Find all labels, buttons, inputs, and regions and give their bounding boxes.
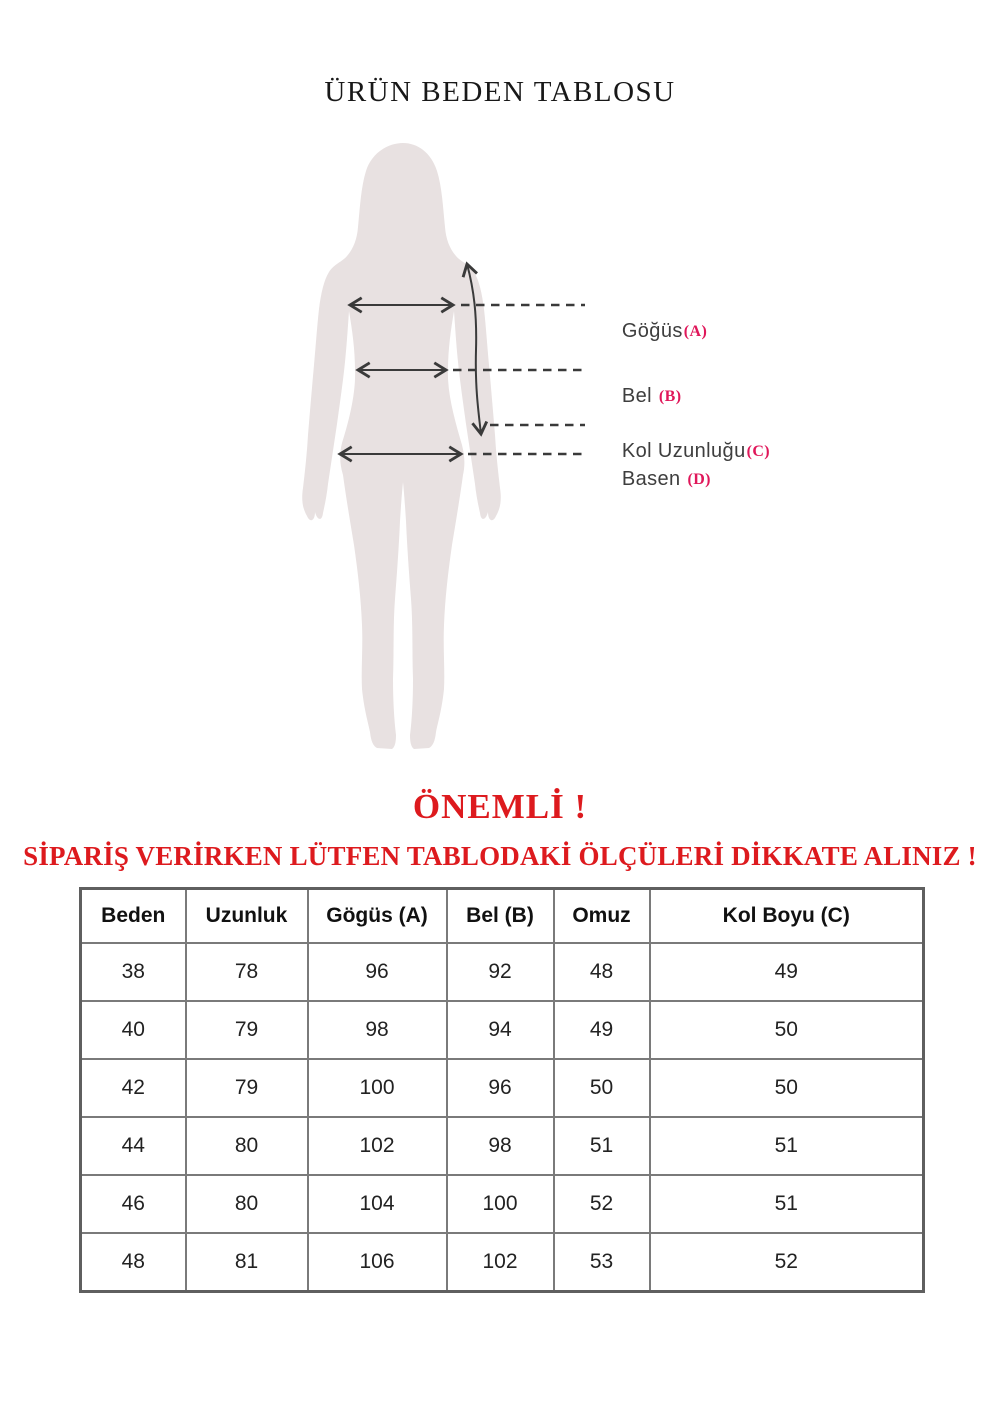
table-cell: 98 xyxy=(308,1001,447,1059)
size-table xyxy=(79,887,925,1293)
table-row xyxy=(81,1233,924,1292)
chest-label-text: Göğüs xyxy=(621,320,683,342)
table-cell: 52 xyxy=(554,1175,650,1233)
table-cell: 38 xyxy=(81,943,186,1001)
table-cell: 102 xyxy=(308,1117,447,1175)
table-row xyxy=(81,1117,924,1175)
table-cell: 80 xyxy=(186,1175,308,1233)
waist-label-text: Bel xyxy=(621,385,658,407)
table-cell: 49 xyxy=(650,943,924,1001)
table-cell: 79 xyxy=(186,1001,308,1059)
table-cell: 98 xyxy=(447,1117,554,1175)
hip-label xyxy=(598,440,711,520)
warning-text: SİPARİŞ VERİRKEN LÜTFEN TABLODAKİ ÖLÇÜLERİ DİKKATE ALINIZ ! xyxy=(23,841,977,871)
column-header-bel: Bel (B) xyxy=(447,889,554,944)
table-cell: 51 xyxy=(650,1117,924,1175)
table-cell: 100 xyxy=(447,1175,554,1233)
arm-length-label-text: Kol Uzunluğu xyxy=(621,440,746,462)
table-cell: 94 xyxy=(447,1001,554,1059)
table-cell: 102 xyxy=(447,1233,554,1292)
table-cell: 50 xyxy=(650,1059,924,1117)
column-header-kol-boyu: Kol Boyu (C) xyxy=(650,889,924,944)
table-cell: 48 xyxy=(81,1233,186,1292)
table-cell: 96 xyxy=(447,1059,554,1117)
column-header-gogus: Gögüs (A) xyxy=(308,889,447,944)
column-header-omuz: Omuz xyxy=(554,889,650,944)
table-cell: 81 xyxy=(186,1233,308,1292)
table-cell: 42 xyxy=(81,1059,186,1117)
table-cell: 51 xyxy=(554,1117,650,1175)
table-cell: 80 xyxy=(186,1117,308,1175)
table-cell: 78 xyxy=(186,943,308,1001)
female-silhouette xyxy=(302,143,501,749)
column-header-uzunluk: Uzunluk xyxy=(186,889,308,944)
important-heading: ÖNEMLİ ! xyxy=(412,787,588,826)
table-cell: 50 xyxy=(554,1059,650,1117)
table-cell: 79 xyxy=(186,1059,308,1117)
table-cell: 46 xyxy=(81,1175,186,1233)
table-cell: 52 xyxy=(650,1233,924,1292)
table-cell: 100 xyxy=(308,1059,447,1117)
table-cell: 49 xyxy=(554,1001,650,1059)
column-header-beden: Beden xyxy=(81,889,186,944)
table-cell: 48 xyxy=(554,943,650,1001)
table-cell: 40 xyxy=(81,1001,186,1059)
body-measurement-diagram xyxy=(280,135,600,760)
table-cell: 96 xyxy=(308,943,447,1001)
table-cell: 44 xyxy=(81,1117,186,1175)
table-cell: 53 xyxy=(554,1233,650,1292)
page-title: ÜRÜN BEDEN TABLOSU xyxy=(324,76,676,108)
hip-label-letter: (D) xyxy=(687,471,711,488)
table-row xyxy=(81,943,924,1001)
table-cell: 106 xyxy=(308,1233,447,1292)
hip-label-text: Basen xyxy=(621,468,687,490)
table-cell: 92 xyxy=(447,943,554,1001)
table-cell: 104 xyxy=(308,1175,447,1233)
table-row xyxy=(81,1175,924,1233)
size-table-header-row xyxy=(81,889,924,944)
table-cell: 51 xyxy=(650,1175,924,1233)
table-row xyxy=(81,1001,924,1059)
chest-label-letter: (A) xyxy=(683,323,708,340)
table-cell: 50 xyxy=(650,1001,924,1059)
waist-label-letter: (B) xyxy=(658,388,682,405)
arm-length-label-letter: (C) xyxy=(746,443,771,460)
table-row xyxy=(81,1059,924,1117)
